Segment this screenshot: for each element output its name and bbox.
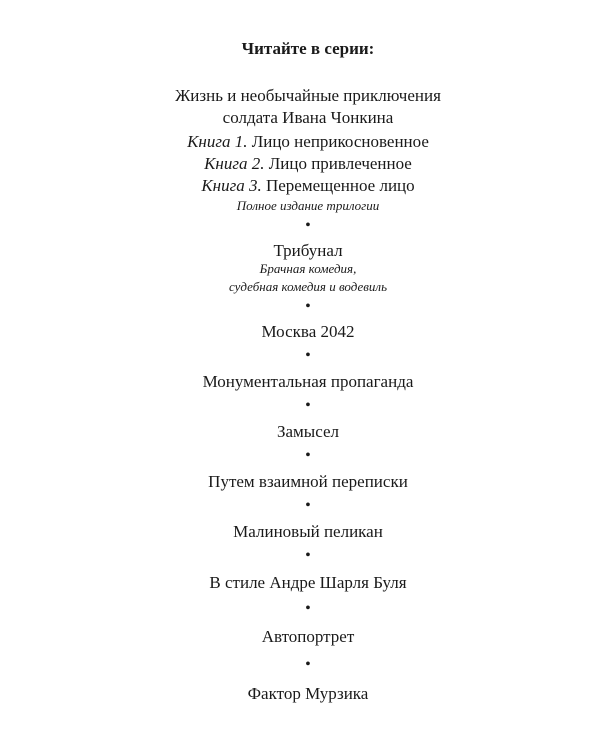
book-title: Замысел [276,422,340,441]
separator-bullet: • [305,348,311,363]
book-3-number: Книга 3. [201,176,262,195]
chonkin-title-line-2: солдата Ивана Чонкина [222,108,394,127]
separator-bullet: • [305,657,311,672]
book-title: Москва 2042 [261,322,355,341]
separator-bullet: • [305,601,311,616]
separator-bullet: • [305,218,311,233]
book-2-title: Лицо привлеченное [268,154,412,173]
book-title: Путем взаимной переписки [208,472,408,491]
chonkin-title-line-1: Жизнь и необычайные приключения [175,86,441,105]
book-title: Фактор Мурзика [247,684,369,703]
book-3-title: Перемещенное лицо [265,176,415,195]
book-title: Автопортрет [261,627,355,646]
separator-bullet: • [305,299,311,314]
separator-bullet: • [305,548,311,563]
series-heading: Читайте в серии: [241,39,375,58]
chonkin-book-1 [0,133,600,150]
book-2-number: Книга 2. [204,154,265,173]
chonkin-note: Полное издание трилогии [236,198,380,213]
book-title: Малиновый пеликан [233,522,383,541]
tribunal-note-line-1: Брачная комедия, [259,261,357,276]
separator-bullet: • [305,398,311,413]
chonkin-book-2 [0,155,600,172]
book-1-title: Лицо неприкосновенное [251,132,429,151]
book-1-number: Книга 1. [187,132,248,151]
book-title: Монументальная пропаганда [202,372,414,391]
separator-bullet: • [305,448,311,463]
tribunal-note-line-2: судебная комедия и водевиль [228,279,387,294]
tribunal-title: Трибунал [273,241,343,260]
book-title: В стиле Андре Шарля Буля [209,573,407,592]
separator-bullet: • [305,498,311,513]
chonkin-book-3 [0,177,600,194]
